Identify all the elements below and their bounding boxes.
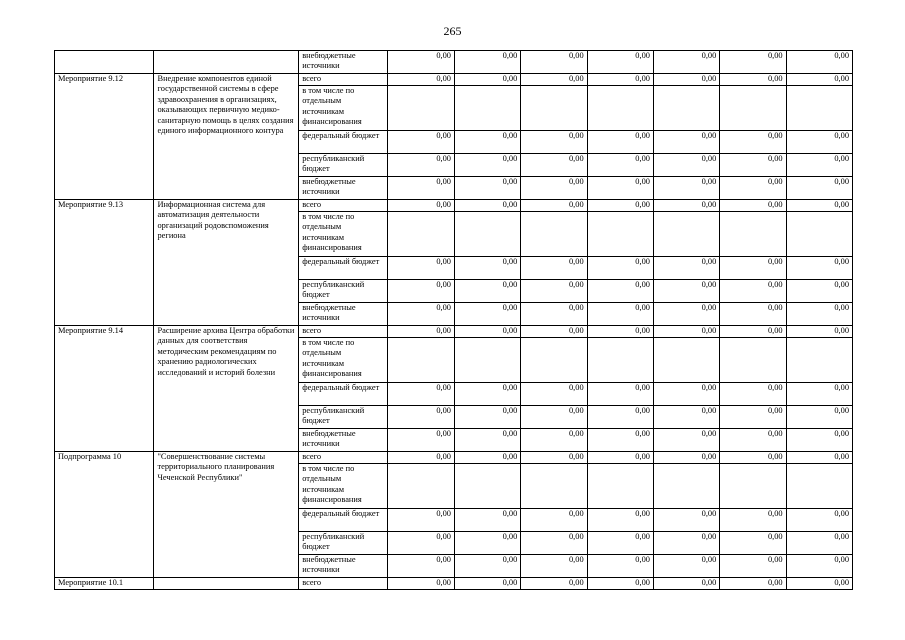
value-cell: 0,00 <box>521 326 587 338</box>
empty-cell <box>786 338 852 383</box>
empty-cell <box>454 212 520 257</box>
value-cell: 0,00 <box>786 74 852 86</box>
value-cell: 0,00 <box>786 257 852 280</box>
value-cell: 0,00 <box>521 74 587 86</box>
funding-source-cell: республиканский бюджет <box>299 406 387 429</box>
table-row <box>55 326 853 338</box>
measure-code-cell: Мероприятие 9.12 <box>55 74 154 200</box>
table-row <box>55 74 853 86</box>
funding-source-cell: внебюджетные источники <box>299 177 387 200</box>
funding-source-cell: федеральный бюджет <box>299 383 387 406</box>
value-cell: 0,00 <box>387 257 454 280</box>
value-cell: 0,00 <box>387 154 454 177</box>
value-cell: 0,00 <box>653 51 719 74</box>
empty-cell <box>587 212 653 257</box>
value-cell: 0,00 <box>653 280 719 303</box>
empty-cell <box>454 464 520 509</box>
budget-table-body <box>55 51 853 590</box>
empty-cell <box>521 464 587 509</box>
table-row <box>55 578 853 590</box>
value-cell: 0,00 <box>521 200 587 212</box>
value-cell: 0,00 <box>387 177 454 200</box>
value-cell: 0,00 <box>786 509 852 532</box>
value-cell: 0,00 <box>521 280 587 303</box>
page-number: 265 <box>443 24 462 38</box>
value-cell: 0,00 <box>387 578 454 590</box>
value-cell: 0,00 <box>587 406 653 429</box>
value-cell: 0,00 <box>653 452 719 464</box>
value-cell: 0,00 <box>786 429 852 452</box>
table-row <box>55 51 853 74</box>
funding-source-cell: внебюджетные источники <box>299 303 387 326</box>
funding-source-cell: республиканский бюджет <box>299 280 387 303</box>
value-cell: 0,00 <box>521 257 587 280</box>
value-cell: 0,00 <box>521 532 587 555</box>
value-cell: 0,00 <box>720 177 786 200</box>
value-cell: 0,00 <box>786 303 852 326</box>
value-cell: 0,00 <box>786 578 852 590</box>
value-cell: 0,00 <box>720 154 786 177</box>
value-cell: 0,00 <box>454 452 520 464</box>
title-cell <box>154 51 299 74</box>
funding-source-cell: федеральный бюджет <box>299 257 387 280</box>
value-cell: 0,00 <box>653 429 719 452</box>
value-cell: 0,00 <box>786 131 852 154</box>
value-cell: 0,00 <box>720 200 786 212</box>
value-cell: 0,00 <box>587 555 653 578</box>
value-cell: 0,00 <box>720 51 786 74</box>
empty-cell <box>387 212 454 257</box>
empty-cell <box>786 464 852 509</box>
empty-cell <box>653 212 719 257</box>
empty-cell <box>720 86 786 131</box>
value-cell: 0,00 <box>587 177 653 200</box>
value-cell: 0,00 <box>587 131 653 154</box>
value-cell: 0,00 <box>521 303 587 326</box>
value-cell: 0,00 <box>587 532 653 555</box>
value-cell: 0,00 <box>521 51 587 74</box>
value-cell: 0,00 <box>653 578 719 590</box>
value-cell: 0,00 <box>587 452 653 464</box>
funding-source-cell: внебюджетные источники <box>299 51 387 74</box>
measure-title-cell: "Совершенствование системы территориального планирования Чеченской Республики" <box>154 452 299 578</box>
value-cell: 0,00 <box>587 200 653 212</box>
funding-source-cell: федеральный бюджет <box>299 509 387 532</box>
value-cell: 0,00 <box>521 578 587 590</box>
value-cell: 0,00 <box>653 406 719 429</box>
measure-code-cell: Мероприятие 10.1 <box>55 578 154 590</box>
funding-source-cell: всего <box>299 326 387 338</box>
value-cell: 0,00 <box>587 74 653 86</box>
funding-source-cell: всего <box>299 74 387 86</box>
value-cell: 0,00 <box>786 406 852 429</box>
funding-source-cell: всего <box>299 578 387 590</box>
funding-source-cell: в том числе по отдельным источникам финансирования <box>299 338 387 383</box>
empty-cell <box>720 338 786 383</box>
value-cell: 0,00 <box>454 406 520 429</box>
value-cell: 0,00 <box>720 383 786 406</box>
empty-cell <box>720 212 786 257</box>
value-cell: 0,00 <box>454 280 520 303</box>
value-cell: 0,00 <box>387 509 454 532</box>
budget-table <box>54 50 853 590</box>
table-row <box>55 452 853 464</box>
value-cell: 0,00 <box>521 383 587 406</box>
empty-cell <box>653 464 719 509</box>
value-cell: 0,00 <box>387 51 454 74</box>
measure-title-cell: Внедрение компонентов единой государственной системы в сфере здравоохранения в организациях, оказывающих первичную медико-санитарную помощь в целях создания единого информационного контура <box>154 74 299 200</box>
value-cell: 0,00 <box>720 326 786 338</box>
funding-source-cell: всего <box>299 452 387 464</box>
value-cell: 0,00 <box>587 383 653 406</box>
empty-cell <box>786 212 852 257</box>
value-cell: 0,00 <box>454 131 520 154</box>
value-cell: 0,00 <box>387 406 454 429</box>
table-row <box>55 200 853 212</box>
value-cell: 0,00 <box>454 51 520 74</box>
empty-cell <box>521 86 587 131</box>
value-cell: 0,00 <box>587 509 653 532</box>
value-cell: 0,00 <box>387 200 454 212</box>
empty-cell <box>387 338 454 383</box>
value-cell: 0,00 <box>521 131 587 154</box>
value-cell: 0,00 <box>454 200 520 212</box>
funding-source-cell: всего <box>299 200 387 212</box>
value-cell: 0,00 <box>653 555 719 578</box>
measure-code-cell: Мероприятие 9.13 <box>55 200 154 326</box>
value-cell: 0,00 <box>720 555 786 578</box>
empty-cell <box>454 86 520 131</box>
value-cell: 0,00 <box>587 257 653 280</box>
value-cell: 0,00 <box>786 452 852 464</box>
value-cell: 0,00 <box>720 429 786 452</box>
value-cell: 0,00 <box>720 509 786 532</box>
measure-code-cell: Подпрограмма 10 <box>55 452 154 578</box>
value-cell: 0,00 <box>521 429 587 452</box>
value-cell: 0,00 <box>387 280 454 303</box>
value-cell: 0,00 <box>720 532 786 555</box>
value-cell: 0,00 <box>653 509 719 532</box>
value-cell: 0,00 <box>387 131 454 154</box>
value-cell: 0,00 <box>454 154 520 177</box>
value-cell: 0,00 <box>454 578 520 590</box>
empty-cell <box>454 338 520 383</box>
value-cell: 0,00 <box>387 532 454 555</box>
measure-title-cell <box>154 578 299 590</box>
value-cell: 0,00 <box>454 74 520 86</box>
value-cell: 0,00 <box>786 383 852 406</box>
value-cell: 0,00 <box>653 532 719 555</box>
value-cell: 0,00 <box>454 177 520 200</box>
value-cell: 0,00 <box>521 452 587 464</box>
value-cell: 0,00 <box>786 532 852 555</box>
funding-source-cell: федеральный бюджет <box>299 131 387 154</box>
funding-source-cell: внебюджетные источники <box>299 429 387 452</box>
empty-cell <box>387 86 454 131</box>
measure-title-cell: Информационная система для автоматизация деятельности организаций родовспоможения региона <box>154 200 299 326</box>
value-cell: 0,00 <box>521 509 587 532</box>
empty-cell <box>653 86 719 131</box>
value-cell: 0,00 <box>786 51 852 74</box>
value-cell: 0,00 <box>653 257 719 280</box>
value-cell: 0,00 <box>653 303 719 326</box>
value-cell: 0,00 <box>521 406 587 429</box>
value-cell: 0,00 <box>387 74 454 86</box>
value-cell: 0,00 <box>587 154 653 177</box>
value-cell: 0,00 <box>454 532 520 555</box>
value-cell: 0,00 <box>653 200 719 212</box>
value-cell: 0,00 <box>587 51 653 74</box>
value-cell: 0,00 <box>587 578 653 590</box>
measure-code-cell: Мероприятие 9.14 <box>55 326 154 452</box>
empty-cell <box>587 86 653 131</box>
value-cell: 0,00 <box>653 177 719 200</box>
value-cell: 0,00 <box>454 383 520 406</box>
value-cell: 0,00 <box>587 280 653 303</box>
value-cell: 0,00 <box>720 257 786 280</box>
value-cell: 0,00 <box>786 326 852 338</box>
value-cell: 0,00 <box>454 509 520 532</box>
empty-cell <box>587 338 653 383</box>
value-cell: 0,00 <box>720 74 786 86</box>
value-cell: 0,00 <box>387 326 454 338</box>
value-cell: 0,00 <box>387 555 454 578</box>
value-cell: 0,00 <box>387 303 454 326</box>
value-cell: 0,00 <box>720 280 786 303</box>
value-cell: 0,00 <box>786 280 852 303</box>
funding-source-cell: внебюджетные источники <box>299 555 387 578</box>
value-cell: 0,00 <box>521 154 587 177</box>
value-cell: 0,00 <box>720 406 786 429</box>
value-cell: 0,00 <box>720 303 786 326</box>
value-cell: 0,00 <box>720 452 786 464</box>
value-cell: 0,00 <box>587 429 653 452</box>
value-cell: 0,00 <box>786 177 852 200</box>
value-cell: 0,00 <box>653 383 719 406</box>
value-cell: 0,00 <box>454 429 520 452</box>
value-cell: 0,00 <box>454 555 520 578</box>
value-cell: 0,00 <box>786 200 852 212</box>
funding-source-cell: в том числе по отдельным источникам финансирования <box>299 212 387 257</box>
value-cell: 0,00 <box>653 326 719 338</box>
value-cell: 0,00 <box>387 429 454 452</box>
value-cell: 0,00 <box>387 383 454 406</box>
funding-source-cell: республиканский бюджет <box>299 154 387 177</box>
value-cell: 0,00 <box>587 303 653 326</box>
funding-source-cell: в том числе по отдельным источникам финансирования <box>299 86 387 131</box>
empty-cell <box>387 464 454 509</box>
value-cell: 0,00 <box>653 131 719 154</box>
funding-source-cell: республиканский бюджет <box>299 532 387 555</box>
empty-cell <box>786 86 852 131</box>
empty-cell <box>521 212 587 257</box>
code-cell <box>55 51 154 74</box>
value-cell: 0,00 <box>387 452 454 464</box>
empty-cell <box>653 338 719 383</box>
value-cell: 0,00 <box>786 154 852 177</box>
value-cell: 0,00 <box>454 326 520 338</box>
value-cell: 0,00 <box>454 303 520 326</box>
value-cell: 0,00 <box>786 555 852 578</box>
empty-cell <box>720 464 786 509</box>
empty-cell <box>587 464 653 509</box>
value-cell: 0,00 <box>653 154 719 177</box>
funding-source-cell: в том числе по отдельным источникам финансирования <box>299 464 387 509</box>
value-cell: 0,00 <box>521 555 587 578</box>
empty-cell <box>521 338 587 383</box>
value-cell: 0,00 <box>521 177 587 200</box>
measure-title-cell: Расширение архива Центра обработки данных для соответствия методическим рекомендациям по хранению радиологических исследований и историй болезни <box>154 326 299 452</box>
value-cell: 0,00 <box>720 578 786 590</box>
value-cell: 0,00 <box>454 257 520 280</box>
value-cell: 0,00 <box>720 131 786 154</box>
value-cell: 0,00 <box>653 74 719 86</box>
value-cell: 0,00 <box>587 326 653 338</box>
